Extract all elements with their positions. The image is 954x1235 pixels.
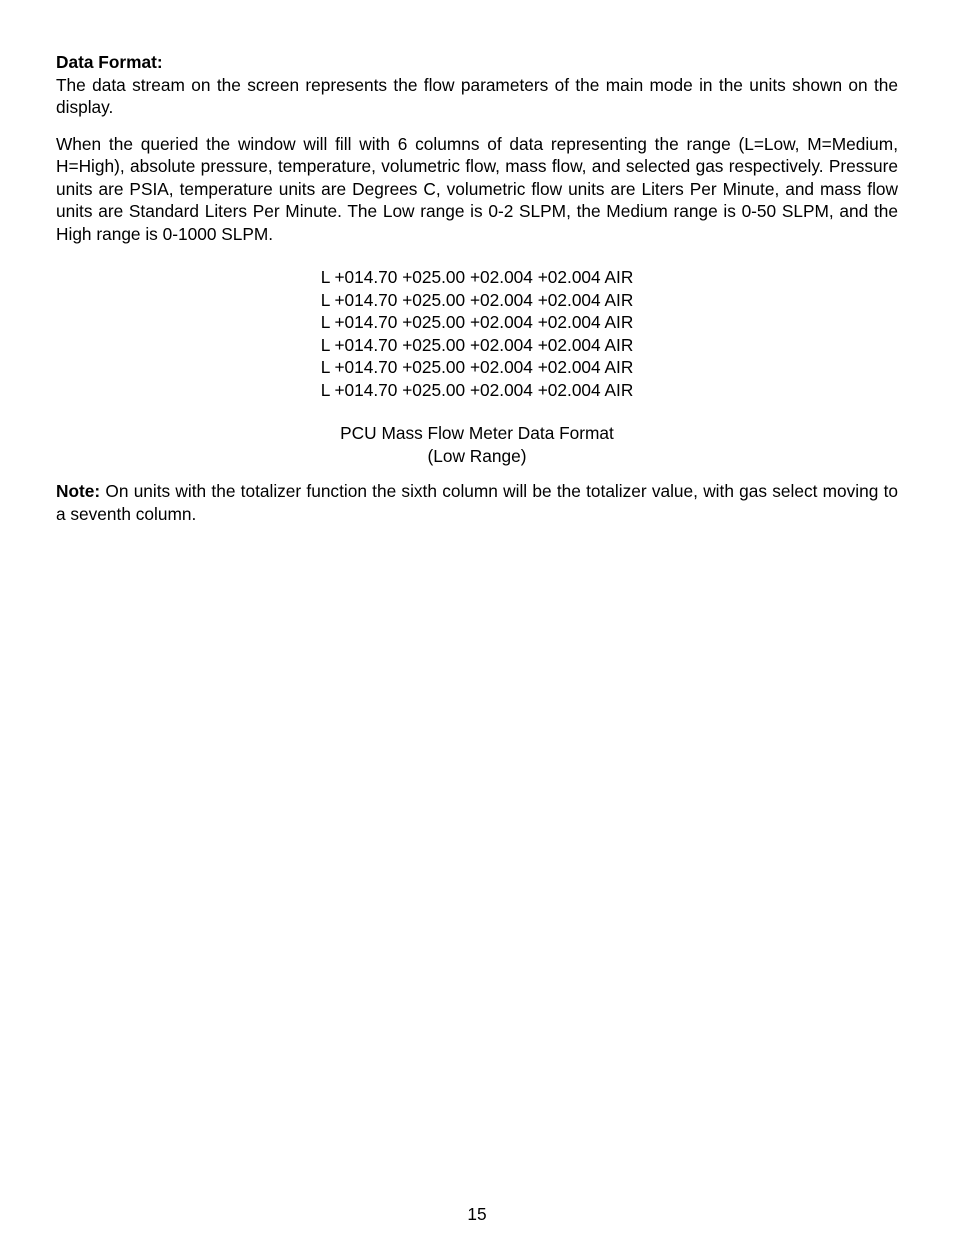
data-line: L +014.70 +025.00 +02.004 +02.004 AIR bbox=[320, 379, 634, 400]
note-text: On units with the totalizer function the sixth column will be the totalizer value, with gas select moving to a seventh column. bbox=[56, 481, 898, 524]
data-stream-example bbox=[56, 266, 898, 401]
data-line: L +014.70 +025.00 +02.004 +02.004 AIR bbox=[320, 357, 634, 377]
figure-caption bbox=[56, 422, 898, 467]
caption-title: PCU Mass Flow Meter Data Format bbox=[340, 423, 614, 443]
data-line: L +014.70 +025.00 +02.004 +02.004 AIR bbox=[320, 312, 634, 332]
page-number: 15 bbox=[467, 1204, 487, 1224]
data-line: L +014.70 +025.00 +02.004 +02.004 AIR bbox=[320, 267, 634, 287]
intro-paragraph: The data stream on the screen represents the flow parameters of the main mode in the units shown on the display. bbox=[56, 74, 898, 117]
section-heading: Data Format: bbox=[56, 52, 163, 72]
data-line: L +014.70 +025.00 +02.004 +02.004 AIR bbox=[320, 289, 634, 310]
document-body bbox=[56, 51, 898, 525]
note-paragraph bbox=[56, 480, 898, 525]
data-line: L +014.70 +025.00 +02.004 +02.004 AIR bbox=[320, 334, 634, 355]
queried-paragraph: When the queried the window will fill with 6 columns of data representing the range (L=Low, M=Medium, H=High), absolute pressure, temperature, volumetric flow, mass flow, and selected gas respectively. Pressure units are PSIA, temperature units are Degrees C, volumetric flow units are Liters Per Minute, and mass flow units are Standard Liters Per Minute. The Low range is 0-2 SLPM, the Medium range is 0-50 SLPM, and the High range is 0-1000 SLPM. bbox=[56, 133, 898, 244]
note-label: Note: bbox=[56, 481, 101, 501]
caption-subtitle: (Low Range) bbox=[427, 445, 527, 466]
